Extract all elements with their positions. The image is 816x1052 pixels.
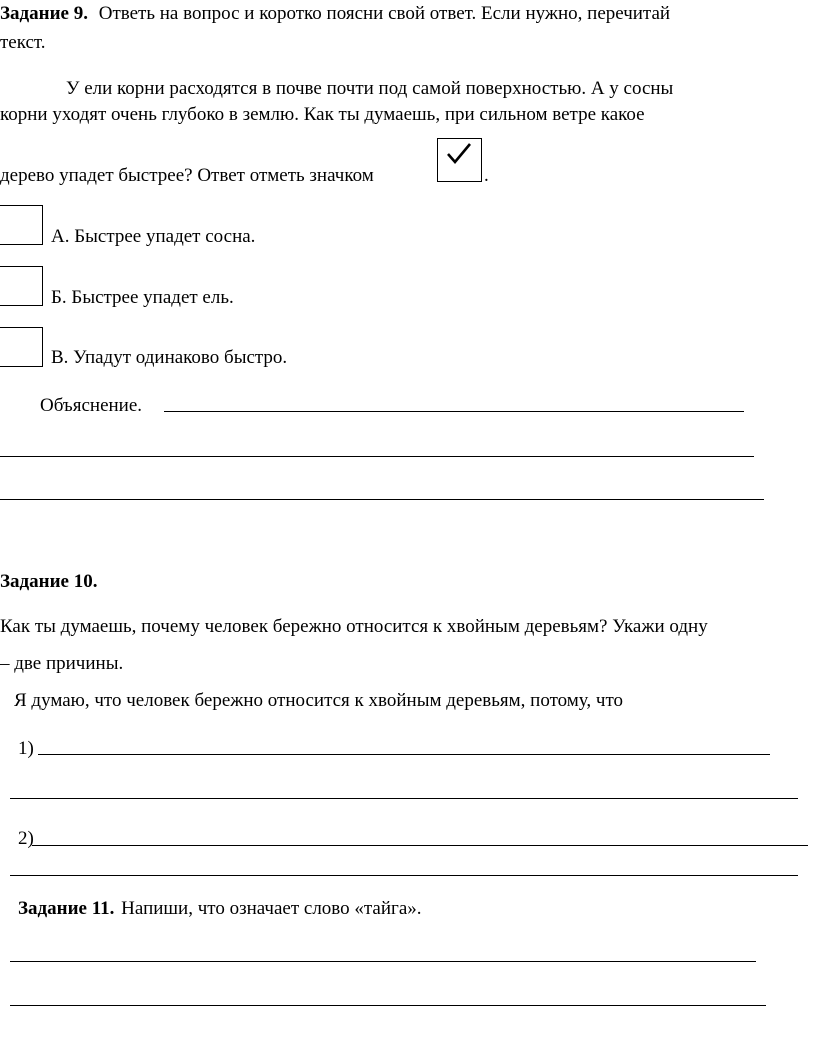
task10-question-line2: – две причины. (0, 653, 124, 674)
task9-title: Задание 9. (0, 3, 88, 24)
task9-heading-line1 (0, 3, 670, 25)
task11-answer-line-1[interactable] (10, 961, 756, 962)
option-a-label: А. Быстрее упадет сосна. (51, 226, 256, 247)
explanation-label: Объяснение. (40, 395, 143, 416)
task10-item2-answer-line[interactable] (32, 845, 808, 846)
task9-instruction-line1: Ответь на вопрос и коротко поясни свой ответ. Если нужно, перечитай (98, 3, 671, 24)
task11-question: Напиши, что означает слово «тайга». (121, 898, 422, 919)
task10-item1-answer-line[interactable] (38, 754, 770, 755)
task10-answer-line-4[interactable] (10, 875, 798, 876)
task9-text-line3-end: . (484, 165, 489, 186)
sample-checkbox (437, 138, 482, 182)
explanation-answer-line-3[interactable] (0, 499, 764, 500)
task10-question-line1: Как ты думаешь, почему человек бережно относится к хвойным деревьям? Укажи одну (0, 616, 708, 637)
explanation-answer-line-1[interactable] (164, 411, 744, 412)
task9-instruction-line2: текст. (0, 32, 46, 53)
task9-text-line2: корни уходят очень глубоко в землю. Как ты думаешь, при сильном ветре какое (0, 104, 645, 125)
task9-text-line1: У ели корни расходятся в почве почти под самой поверхностью. А у сосны (66, 78, 674, 99)
task11-answer-line-2[interactable] (10, 1005, 766, 1006)
task10-title: Задание 10. (0, 571, 98, 592)
task11-heading (18, 898, 422, 920)
task10-answer-intro: Я думаю, что человек бережно относится к хвойным деревьям, потому, что (14, 690, 624, 711)
explanation-answer-line-2[interactable] (0, 456, 754, 457)
checkmark-icon (445, 142, 473, 166)
task10-item1-label: 1) (18, 738, 34, 759)
option-b-checkbox[interactable] (0, 266, 43, 306)
task10-answer-line-2[interactable] (10, 798, 798, 799)
task11-title: Задание 11. (18, 898, 115, 919)
option-a-checkbox[interactable] (0, 205, 43, 245)
option-c-checkbox[interactable] (0, 327, 43, 367)
task9-text-line3: дерево упадет быстрее? Ответ отметь значком (0, 165, 374, 186)
task10-item2-label: 2) (18, 828, 34, 849)
option-c-label: В. Упадут одинаково быстро. (51, 347, 288, 368)
option-b-label: Б. Быстрее упадет ель. (51, 287, 234, 308)
